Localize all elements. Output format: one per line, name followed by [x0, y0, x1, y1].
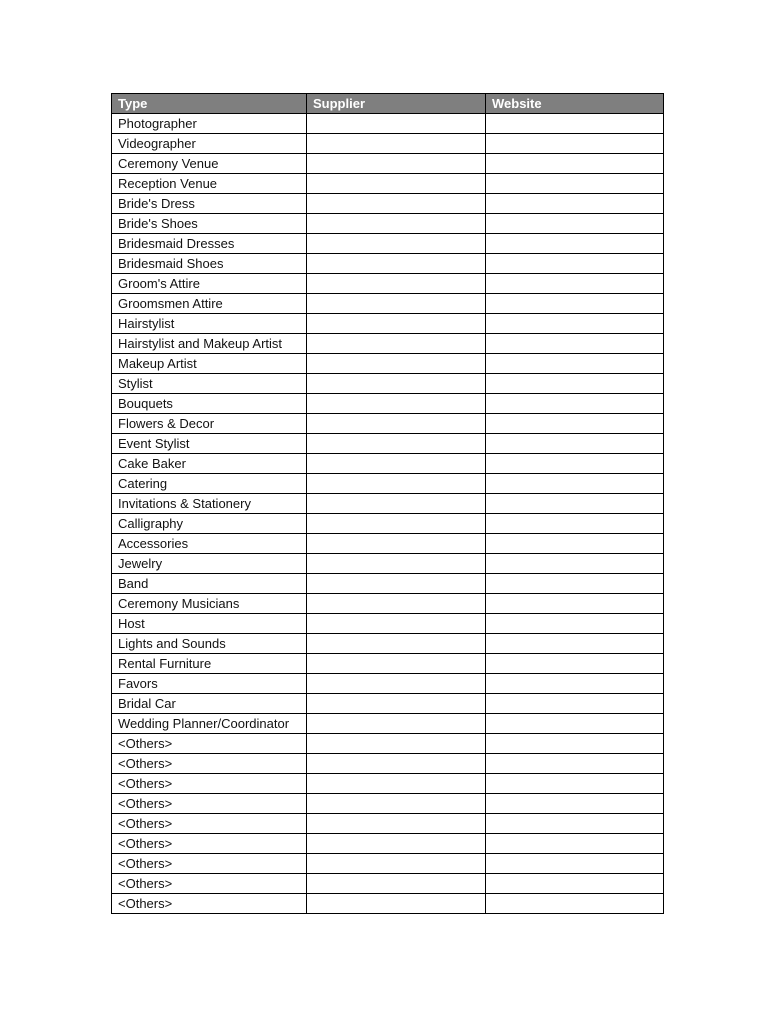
cell-website[interactable]	[486, 554, 664, 574]
table-row	[112, 474, 664, 494]
cell-type: Hairstylist	[112, 314, 307, 334]
table-row	[112, 114, 664, 134]
cell-supplier[interactable]	[307, 294, 486, 314]
cell-type: Jewelry	[112, 554, 307, 574]
cell-supplier[interactable]	[307, 274, 486, 294]
cell-type: Rental Furniture	[112, 654, 307, 674]
cell-website[interactable]	[486, 134, 664, 154]
cell-type: <Others>	[112, 814, 307, 834]
cell-type: Lights and Sounds	[112, 634, 307, 654]
table-row	[112, 874, 664, 894]
cell-website[interactable]	[486, 894, 664, 914]
table-header	[112, 94, 664, 114]
cell-supplier[interactable]	[307, 114, 486, 134]
cell-type: Catering	[112, 474, 307, 494]
cell-website[interactable]	[486, 454, 664, 474]
cell-type: <Others>	[112, 834, 307, 854]
cell-supplier[interactable]	[307, 414, 486, 434]
cell-type: Wedding Planner/Coordinator	[112, 714, 307, 734]
cell-type: <Others>	[112, 734, 307, 754]
cell-supplier[interactable]	[307, 334, 486, 354]
cell-supplier[interactable]	[307, 374, 486, 394]
cell-supplier[interactable]	[307, 554, 486, 574]
cell-supplier[interactable]	[307, 834, 486, 854]
cell-website[interactable]	[486, 354, 664, 374]
table-body	[112, 114, 664, 914]
table-row	[112, 434, 664, 454]
cell-website[interactable]	[486, 594, 664, 614]
cell-website[interactable]	[486, 774, 664, 794]
cell-website[interactable]	[486, 834, 664, 854]
cell-type: Stylist	[112, 374, 307, 394]
cell-website[interactable]	[486, 754, 664, 774]
cell-supplier[interactable]	[307, 494, 486, 514]
cell-supplier[interactable]	[307, 134, 486, 154]
table-row	[112, 794, 664, 814]
table-row	[112, 234, 664, 254]
cell-type: Bridesmaid Dresses	[112, 234, 307, 254]
table-row	[112, 334, 664, 354]
cell-type: <Others>	[112, 874, 307, 894]
cell-supplier[interactable]	[307, 234, 486, 254]
table-row	[112, 414, 664, 434]
table-row	[112, 254, 664, 274]
cell-website[interactable]	[486, 814, 664, 834]
cell-website[interactable]	[486, 254, 664, 274]
table-row	[112, 294, 664, 314]
cell-website[interactable]	[486, 714, 664, 734]
cell-website[interactable]	[486, 794, 664, 814]
table-row	[112, 454, 664, 474]
table-row	[112, 514, 664, 534]
cell-website[interactable]	[486, 174, 664, 194]
cell-type: Groom's Attire	[112, 274, 307, 294]
cell-website[interactable]	[486, 874, 664, 894]
table-row	[112, 614, 664, 634]
column-header-type: Type	[112, 94, 307, 114]
cell-website[interactable]	[486, 274, 664, 294]
cell-supplier[interactable]	[307, 754, 486, 774]
cell-website[interactable]	[486, 474, 664, 494]
cell-type: Hairstylist and Makeup Artist	[112, 334, 307, 354]
table-row	[112, 174, 664, 194]
cell-website[interactable]	[486, 374, 664, 394]
table-row	[112, 394, 664, 414]
cell-type: Band	[112, 574, 307, 594]
table-row	[112, 634, 664, 654]
cell-supplier[interactable]	[307, 314, 486, 334]
cell-type: Ceremony Musicians	[112, 594, 307, 614]
cell-website[interactable]	[486, 334, 664, 354]
table-row	[112, 354, 664, 374]
cell-supplier[interactable]	[307, 814, 486, 834]
cell-type: Accessories	[112, 534, 307, 554]
cell-supplier[interactable]	[307, 654, 486, 674]
cell-website[interactable]	[486, 214, 664, 234]
table-row	[112, 734, 664, 754]
cell-type: Groomsmen Attire	[112, 294, 307, 314]
table-row	[112, 214, 664, 234]
cell-supplier[interactable]	[307, 194, 486, 214]
supplier-table	[111, 93, 664, 914]
table-row	[112, 894, 664, 914]
cell-type: Reception Venue	[112, 174, 307, 194]
cell-supplier[interactable]	[307, 474, 486, 494]
cell-supplier[interactable]	[307, 354, 486, 374]
table-row	[112, 554, 664, 574]
cell-type: Bride's Shoes	[112, 214, 307, 234]
cell-supplier[interactable]	[307, 894, 486, 914]
cell-website[interactable]	[486, 194, 664, 214]
column-header-supplier: Supplier	[307, 94, 486, 114]
cell-supplier[interactable]	[307, 854, 486, 874]
cell-type: Photographer	[112, 114, 307, 134]
cell-supplier[interactable]	[307, 794, 486, 814]
cell-website[interactable]	[486, 534, 664, 554]
table-row	[112, 754, 664, 774]
table-row	[112, 654, 664, 674]
table-row	[112, 854, 664, 874]
cell-supplier[interactable]	[307, 774, 486, 794]
cell-website[interactable]	[486, 314, 664, 334]
cell-supplier[interactable]	[307, 154, 486, 174]
cell-supplier[interactable]	[307, 454, 486, 474]
table-row	[112, 834, 664, 854]
table-row	[112, 594, 664, 614]
cell-type: Cake Baker	[112, 454, 307, 474]
cell-supplier[interactable]	[307, 214, 486, 234]
cell-type: <Others>	[112, 894, 307, 914]
cell-type: Bridesmaid Shoes	[112, 254, 307, 274]
table-row	[112, 674, 664, 694]
cell-website[interactable]	[486, 674, 664, 694]
cell-type: Host	[112, 614, 307, 634]
cell-supplier[interactable]	[307, 394, 486, 414]
cell-website[interactable]	[486, 734, 664, 754]
cell-type: <Others>	[112, 754, 307, 774]
table-row	[112, 314, 664, 334]
cell-website[interactable]	[486, 154, 664, 174]
table-row	[112, 774, 664, 794]
cell-type: Favors	[112, 674, 307, 694]
table-row	[112, 374, 664, 394]
cell-type: Videographer	[112, 134, 307, 154]
cell-type: Event Stylist	[112, 434, 307, 454]
cell-type: Calligraphy	[112, 514, 307, 534]
cell-website[interactable]	[486, 234, 664, 254]
cell-supplier[interactable]	[307, 174, 486, 194]
cell-website[interactable]	[486, 654, 664, 674]
table-row	[112, 154, 664, 174]
table-row	[112, 534, 664, 554]
table-row	[112, 574, 664, 594]
header-row	[112, 94, 664, 114]
cell-supplier[interactable]	[307, 534, 486, 554]
cell-website[interactable]	[486, 114, 664, 134]
cell-website[interactable]	[486, 514, 664, 534]
cell-supplier[interactable]	[307, 874, 486, 894]
cell-website[interactable]	[486, 394, 664, 414]
cell-type: Bridal Car	[112, 694, 307, 714]
cell-supplier[interactable]	[307, 254, 486, 274]
cell-supplier[interactable]	[307, 574, 486, 594]
cell-website[interactable]	[486, 634, 664, 654]
cell-type: Bouquets	[112, 394, 307, 414]
cell-type: Makeup Artist	[112, 354, 307, 374]
cell-supplier[interactable]	[307, 714, 486, 734]
table-row	[112, 194, 664, 214]
column-header-website: Website	[486, 94, 664, 114]
table-row	[112, 494, 664, 514]
cell-website[interactable]	[486, 694, 664, 714]
cell-type: <Others>	[112, 794, 307, 814]
cell-supplier[interactable]	[307, 614, 486, 634]
cell-website[interactable]	[486, 574, 664, 594]
cell-type: <Others>	[112, 854, 307, 874]
cell-website[interactable]	[486, 614, 664, 634]
cell-website[interactable]	[486, 294, 664, 314]
cell-supplier[interactable]	[307, 674, 486, 694]
table-row	[112, 134, 664, 154]
cell-type: Ceremony Venue	[112, 154, 307, 174]
cell-supplier[interactable]	[307, 634, 486, 654]
cell-website[interactable]	[486, 854, 664, 874]
cell-type: Bride's Dress	[112, 194, 307, 214]
cell-type: Invitations & Stationery	[112, 494, 307, 514]
table-row	[112, 714, 664, 734]
cell-website[interactable]	[486, 414, 664, 434]
cell-supplier[interactable]	[307, 514, 486, 534]
cell-website[interactable]	[486, 434, 664, 454]
cell-supplier[interactable]	[307, 594, 486, 614]
cell-supplier[interactable]	[307, 434, 486, 454]
cell-supplier[interactable]	[307, 694, 486, 714]
table-row	[112, 274, 664, 294]
table-row	[112, 814, 664, 834]
cell-type: Flowers & Decor	[112, 414, 307, 434]
cell-type: <Others>	[112, 774, 307, 794]
cell-supplier[interactable]	[307, 734, 486, 754]
table-row	[112, 694, 664, 714]
cell-website[interactable]	[486, 494, 664, 514]
